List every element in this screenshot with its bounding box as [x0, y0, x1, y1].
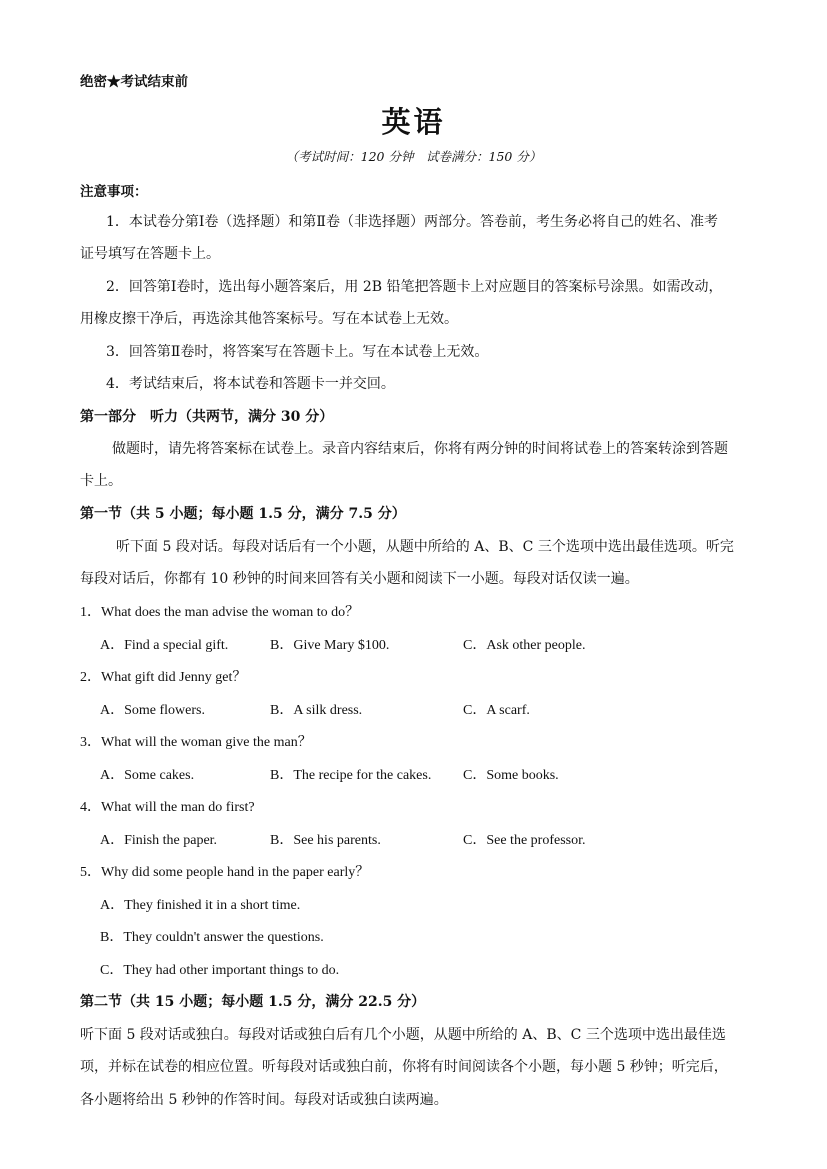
- section2-intro-line-1: 听下面 5 段对话或独白。每段对话或独白后有几个小题，从题中所给的 A、B、C 三个选项中选出最佳选: [80, 1027, 726, 1043]
- section1-intro-line-2: 每段对话后，你都有 10 秒钟的时间来回答有关小题和阅读下一小题。每段对话仅读一遍。: [80, 571, 639, 587]
- question-4-option-b: B．See his parents.: [270, 833, 381, 848]
- question-1-option-b: B．Give Mary $100.: [270, 638, 390, 653]
- section2-intro-line-2: 项，并标在试卷的相应位置。听每段对话或独白前，你将有时间阅读各个小题，每小题 5 秒钟；听完后，: [80, 1059, 728, 1075]
- question-5-option-c: C．They had other important things to do.: [100, 963, 340, 978]
- question-5: 5．Why did some people hand in the paper early？: [80, 865, 370, 880]
- question-2-option-c: C．A scarf.: [463, 703, 530, 718]
- section2-heading: 第二节（共 15 小题；每小题 1.5 分，满分 22.5 分）: [80, 994, 426, 1010]
- exam-title: 英语: [381, 105, 446, 139]
- question-3-option-c: C．Some books.: [463, 768, 559, 783]
- notes-item-2-cont: 用橡皮擦干净后，再选涂其他答案标号。写在本试卷上无效。: [80, 311, 458, 327]
- notes-item-4: 4．考试结束后，将本试卷和答题卡一并交回。: [106, 376, 395, 392]
- question-5-option-a: A．They finished it in a short time.: [100, 898, 301, 913]
- part1-heading: 第一部分 听力（共两节，满分 30 分）: [80, 409, 334, 425]
- question-3-option-a: A．Some cakes.: [100, 768, 195, 783]
- question-3-option-b: B．The recipe for the cakes.: [270, 768, 432, 783]
- question-3: 3．What will the woman give the man？: [80, 735, 312, 750]
- question-4-option-c: C．See the professor.: [463, 833, 586, 848]
- notes-item-2: 2．回答第Ⅰ卷时，选出每小题答案后，用 2B 铅笔把答题卡上对应题目的答案标号涂黑。如需改动，: [106, 279, 723, 295]
- notes-item-1: 1．本试卷分第Ⅰ卷（选择题）和第Ⅱ卷（非选择题）两部分。答卷前，考生务必将自己的姓名、准考: [106, 214, 718, 230]
- question-1: 1．What does the man advise the woman to do？: [80, 605, 360, 620]
- section1-intro-line-1: 听下面 5 段对话。每段对话后有一个小题，从题中所给的 A、B、C 三个选项中选出最佳选项。听完: [116, 539, 734, 555]
- section1-heading: 第一节（共 5 小题；每小题 1.5 分，满分 7.5 分）: [80, 506, 406, 522]
- confidential-label: 绝密★考试结束前: [80, 74, 188, 90]
- question-1-option-c: C．Ask other people.: [463, 638, 586, 653]
- part1-intro-line-1: 做题时，请先将答案标在试卷上。录音内容结束后，你将有两分钟的时间将试卷上的答案转涂到答题: [112, 441, 728, 457]
- question-2-option-b: B．A silk dress.: [270, 703, 363, 718]
- notes-item-3: 3．回答第Ⅱ卷时，将答案写在答题卡上。写在本试卷上无效。: [106, 344, 489, 360]
- notes-heading: 注意事项：: [80, 184, 148, 200]
- section2-intro-line-3: 各小题将给出 5 秒钟的作答时间。每段对话或独白读两遍。: [80, 1092, 448, 1108]
- question-2: 2．What gift did Jenny get？: [80, 670, 247, 685]
- part1-intro-line-2: 卡上。: [80, 473, 122, 489]
- question-5-option-b: B．They couldn't answer the questions.: [100, 930, 324, 945]
- exam-subtitle: （考试时间：120 分钟 试卷满分：150 分）: [285, 149, 542, 164]
- question-4-option-a: A．Finish the paper.: [100, 833, 218, 848]
- notes-item-1-cont: 证号填写在答题卡上。: [80, 246, 220, 262]
- question-1-option-a: A．Find a special gift.: [100, 638, 229, 653]
- question-2-option-a: A．Some flowers.: [100, 703, 205, 718]
- question-4: 4．What will the man do first?: [80, 800, 255, 815]
